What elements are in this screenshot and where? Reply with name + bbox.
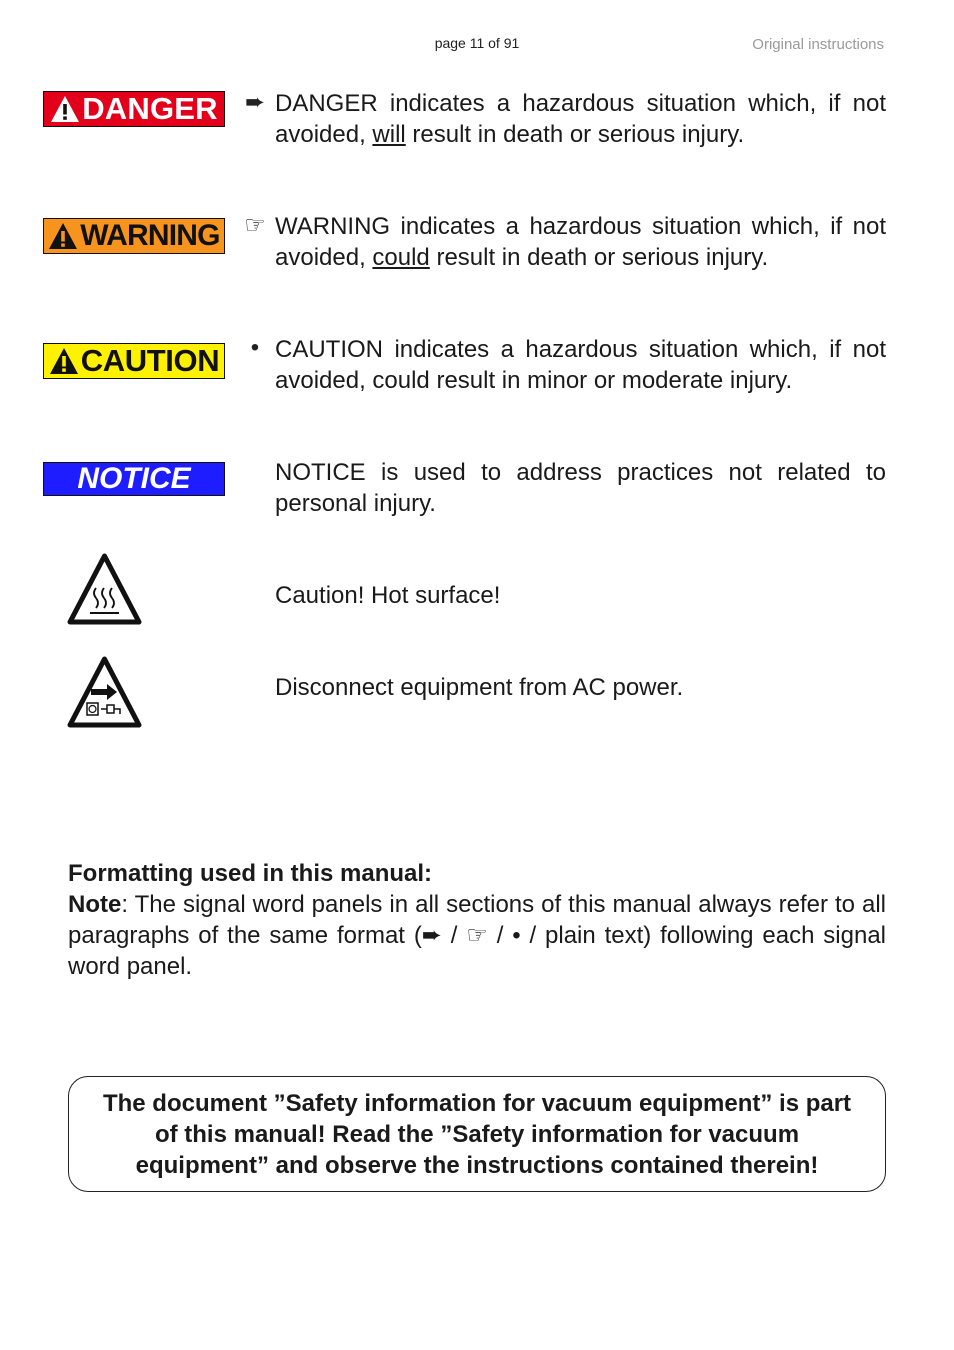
hot-surface-icon xyxy=(66,552,143,628)
note-label: Note xyxy=(68,891,122,918)
caution-description: CAUTION indicates a hazardous situation which, if not avoided, could result in minor or moderate injury. xyxy=(275,336,886,394)
caution-panel-label: CAUTION xyxy=(80,343,220,378)
arrow-bullet: ➨ xyxy=(244,89,266,116)
caution-panel xyxy=(43,343,225,379)
disconnect-power-text: Disconnect equipment from AC power. xyxy=(275,674,684,701)
formatting-note: Note: The signal word panels in all sections of this manual always refer to all paragraphs of the same format (➨ / ☞ / • / plain text) following each signal word panel. xyxy=(68,891,886,980)
danger-description: DANGER indicates a hazardous situation which, if not avoided, will result in death or serious injury. xyxy=(275,90,886,148)
pointing-hand-bullet: ☞ xyxy=(244,212,266,239)
emphasis-could: could xyxy=(372,244,430,271)
page-number: page 11 of 91 xyxy=(434,35,520,51)
warning-panel xyxy=(43,218,225,254)
warning-triangle-icon xyxy=(49,346,79,376)
warning-panel-label: WARNING xyxy=(80,219,220,252)
danger-panel-label: DANGER xyxy=(82,91,218,126)
notice-description: NOTICE is used to address practices not related to personal injury. xyxy=(275,459,886,517)
emphasis-will: will xyxy=(372,121,406,148)
hot-surface-text: Caution! Hot surface! xyxy=(275,582,501,609)
warning-triangle-icon xyxy=(48,221,78,251)
formatting-heading: Formatting used in this manual: xyxy=(68,860,433,887)
notice-panel xyxy=(43,462,225,496)
safety-information-text: The document ”Safety information for vacuum equipment” is part of this manual! Read the ”Safety information for vacuum equipment” and observe the instructions contained therein! xyxy=(102,1089,852,1179)
notice-panel-label: NOTICE xyxy=(77,462,191,495)
danger-panel xyxy=(43,91,225,127)
warning-description: WARNING indicates a hazardous situation which, if not avoided, could result in death or serious injury. xyxy=(275,213,886,271)
warning-triangle-icon xyxy=(50,94,80,124)
formatting-section xyxy=(68,858,886,982)
disconnect-power-icon xyxy=(66,655,143,731)
safety-information-box xyxy=(68,1076,886,1192)
document-type-label: Original instructions xyxy=(752,36,884,53)
dot-bullet: • xyxy=(250,334,260,361)
